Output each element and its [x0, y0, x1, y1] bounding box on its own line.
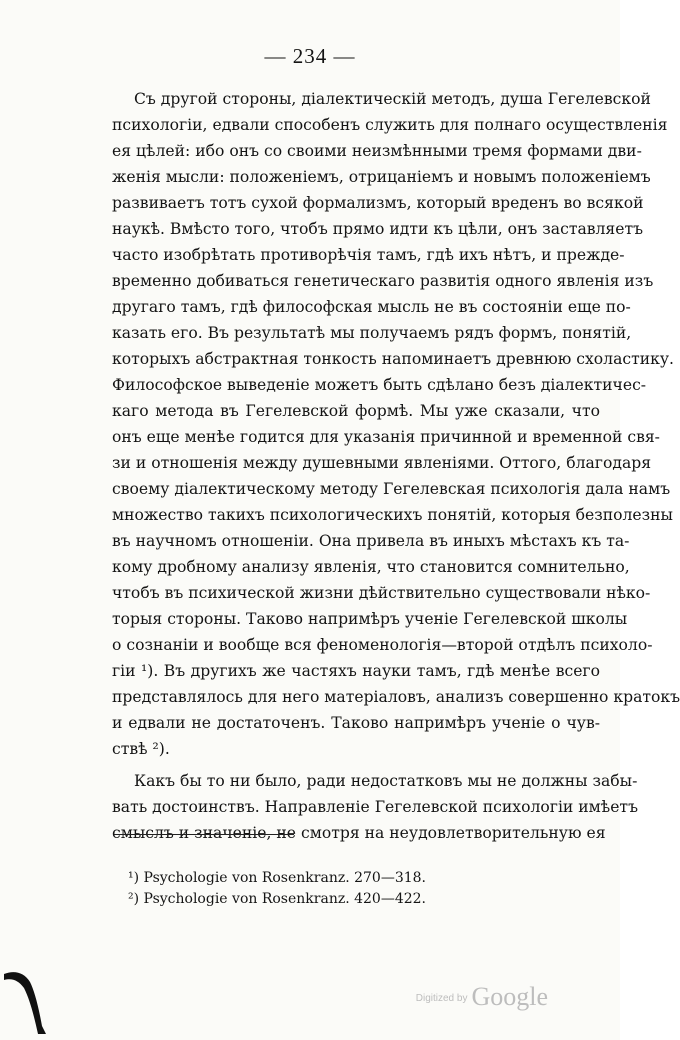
footnote-2: ²) Psychologie von Rosenkranz. 420—422.: [128, 891, 426, 907]
page-edge-mark-icon: [0, 964, 60, 1034]
text-line: смыслъ и значеніе, не смотря на неудовлетворительную ея: [112, 824, 606, 842]
text-line: торыя стороны. Таково напримѣръ ученіе Гегелевской школы: [112, 610, 628, 628]
text-line: временно добиваться генетическаго развитія одного явленія изъ: [112, 272, 654, 290]
footnote-1: ¹) Psychologie von Rosenkranz. 270—318.: [128, 870, 426, 886]
text-line: представлялось для него матеріаловъ, анализъ совершенно кратокъ: [112, 688, 680, 706]
text-line: которыхъ абстрактная тонкость напоминаетъ древнюю схоластику.: [112, 350, 675, 368]
text-line: гіи ¹). Въ другихъ же частяхъ науки тамъ, гдѣ менѣе всего: [112, 662, 600, 680]
text-line: зи и отношенія между душевными явленіями. Оттого, благодаря: [112, 454, 652, 472]
text-line: ея цѣлей: ибо онъ со своими неизмѣнными тремя формами дви-: [112, 142, 642, 160]
text-line: своему діалектическому методу Гегелевская психологія дала намъ: [112, 480, 671, 498]
text-line: чтобъ въ психической жизни дѣйствительно существовали нѣко-: [112, 584, 651, 602]
text-line: Какъ бы то ни было, ради недостатковъ мы не должны забы-: [134, 772, 638, 790]
text-line: онъ еще менѣе годится для указанія причинной и временной свя-: [112, 428, 660, 446]
text-line: ствѣ ²).: [112, 740, 170, 758]
footnote-divider: [114, 834, 294, 835]
text-line: вать достоинствъ. Направленіе Гегелевской психологіи имѣетъ: [112, 798, 638, 816]
text-line: о сознаніи и вообще вся феноменологія—второй отдѣлъ психоло-: [112, 636, 653, 654]
text-line: Философское выведеніе можетъ быть сдѣлано безъ діалектичес-: [112, 376, 647, 394]
google-watermark: [416, 982, 548, 1012]
body-text: [112, 86, 680, 846]
footnotes: [128, 868, 528, 910]
paragraph-1: [112, 86, 680, 762]
text-line: Съ другой стороны, діалектическій методъ, душа Гегелевской: [134, 90, 651, 108]
watermark-google-logo: Google: [471, 982, 548, 1011]
text-line: другаго тамъ, гдѣ философская мысль не въ состояніи еще по-: [112, 298, 631, 316]
text-line: кому дробному анализу явленія, что становится сомнительно,: [112, 558, 630, 576]
text-line: наукѣ. Вмѣсто того, чтобъ прямо идти къ цѣли, онъ заставляетъ: [112, 220, 644, 238]
text-line: казать его. Въ результатѣ мы получаемъ рядъ формъ, понятій,: [112, 324, 632, 342]
text-line: каго метода въ Гегелевской формѣ. Мы уже сказали, что: [112, 402, 600, 420]
watermark-digitized-text: Digitized by: [415, 993, 468, 1004]
text-line: развиваетъ тотъ сухой формализмъ, который вреденъ во всякой: [112, 194, 644, 212]
text-line: женія мысли: положеніемъ, отрицаніемъ и новымъ положеніемъ: [112, 168, 651, 186]
text-line: множество такихъ психологическихъ понятій, которыя безполезны: [112, 506, 673, 524]
text-line: и едвали не достаточенъ. Таково напримѣръ ученіе о чув-: [112, 714, 600, 732]
text-line: часто изобрѣтать противорѣчія тамъ, гдѣ ихъ нѣтъ, и прежде-: [112, 246, 625, 264]
text-line: въ научномъ отношеніи. Она привела въ иныхъ мѣстахъ къ та-: [112, 532, 630, 550]
page-number: — 234 —: [264, 44, 356, 68]
text-line: психологіи, едвали способенъ служить для полнаго осуществленія: [112, 116, 668, 134]
